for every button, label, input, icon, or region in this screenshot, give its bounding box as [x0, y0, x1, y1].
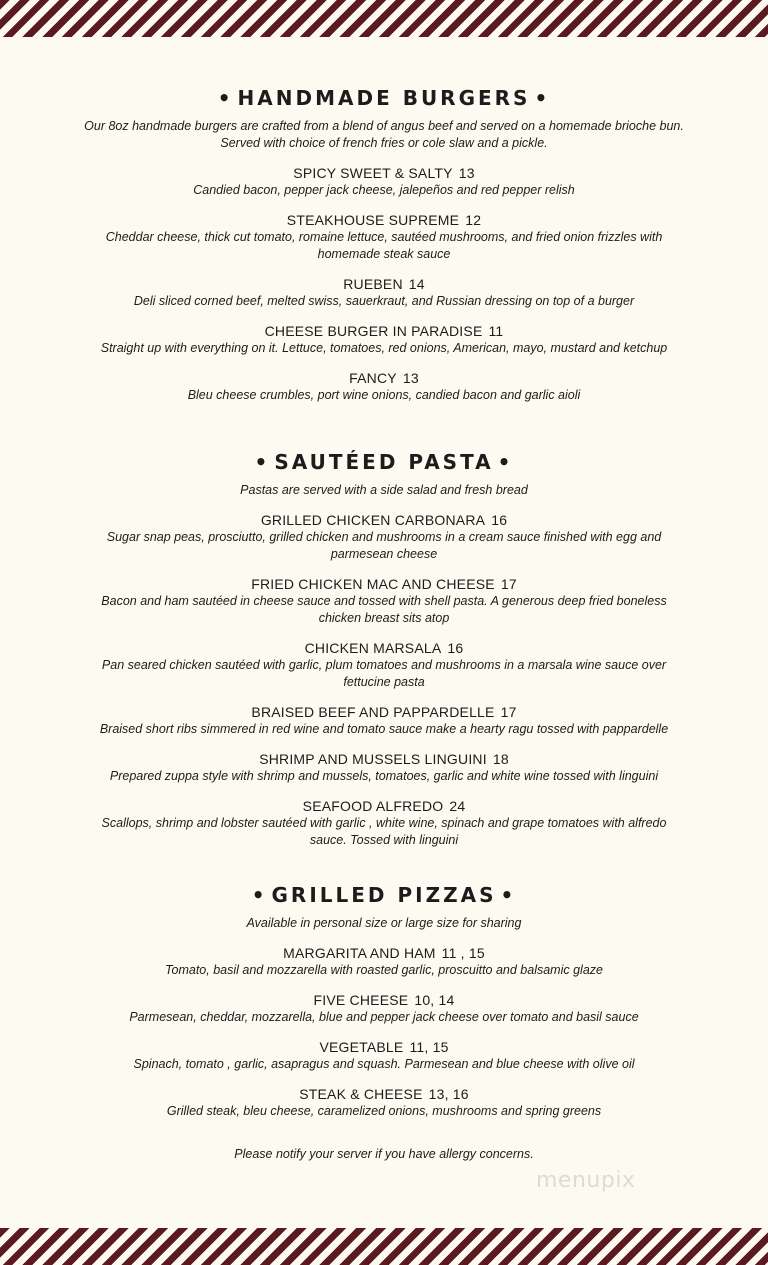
item-price: 18	[492, 751, 509, 767]
item-name: BRAISED BEEF AND PAPPARDELLE	[251, 704, 495, 720]
section-title: • GRILLED PIZZAS •	[251, 883, 517, 907]
item-description: Bleu cheese crumbles, port wine onions, candied bacon and garlic aioli	[187, 388, 581, 402]
item-description: Sugar snap peas, prosciutto, grilled chicken and mushrooms in a cream sauce finished with egg and parmesean cheese	[106, 530, 662, 561]
item-name: FIVE CHEESE	[313, 992, 409, 1008]
menu-item	[0, 211, 768, 263]
item-name: STEAK & CHEESE	[299, 1086, 423, 1102]
menu-item	[0, 369, 768, 404]
item-price: 16	[447, 640, 464, 656]
menu-item	[0, 1038, 768, 1073]
menu-item	[0, 991, 768, 1026]
item-price: 16	[491, 512, 508, 528]
item-description: Parmesean, cheddar, mozzarella, blue and pepper jack cheese over tomato and basil sauce	[129, 1010, 639, 1024]
item-price: 10, 14	[414, 992, 455, 1008]
menu-item	[0, 511, 768, 563]
section-title: • SAUTÉED PASTA •	[254, 450, 514, 474]
section-pizzas	[0, 881, 768, 1120]
menu-item	[0, 639, 768, 691]
menu-item	[0, 1085, 768, 1120]
menu-item	[0, 322, 768, 357]
item-name: CHICKEN MARSALA	[304, 640, 442, 656]
bottom-stripe-border	[0, 1228, 768, 1265]
item-price: 13	[458, 165, 475, 181]
item-price: 13	[402, 370, 419, 386]
watermark-logo: menupix	[536, 1168, 636, 1193]
item-price: 11	[488, 323, 504, 339]
item-price: 11 , 15	[441, 945, 485, 961]
item-description: Tomato, basil and mozzarella with roasted garlic, proscuitto and balsamic glaze	[165, 963, 603, 977]
item-description: Spinach, tomato , garlic, asapragus and squash. Parmesean and blue cheese with olive oil	[133, 1057, 635, 1071]
section-title: • HANDMADE BURGERS •	[217, 86, 551, 110]
item-price: 13, 16	[428, 1086, 469, 1102]
item-description: Prepared zuppa style with shrimp and mussels, tomatoes, garlic and white wine tossed with linguini	[109, 769, 659, 783]
item-description: Cheddar cheese, thick cut tomato, romaine lettuce, sautéed mushrooms, and fried onion frizzles with homemade steak sauce	[105, 230, 663, 261]
menu-item	[0, 164, 768, 199]
item-name: GRILLED CHICKEN CARBONARA	[260, 512, 486, 528]
item-name: VEGETABLE	[319, 1039, 404, 1055]
item-name: FANCY	[349, 370, 397, 386]
section-intro: Pastas are served with a side salad and fresh bread	[240, 483, 528, 497]
item-name: STEAKHOUSE SUPREME	[286, 212, 460, 228]
item-name: SPICY SWEET & SALTY	[293, 165, 453, 181]
menu-item	[0, 575, 768, 627]
item-name: SHRIMP AND MUSSELS LINGUINI	[259, 751, 487, 767]
item-price: 11, 15	[409, 1039, 449, 1055]
item-name: SEAFOOD ALFREDO	[302, 798, 444, 814]
top-stripe-border	[0, 0, 768, 37]
item-price: 24	[449, 798, 466, 814]
item-name: MARGARITA AND HAM	[283, 945, 436, 961]
item-price: 12	[465, 212, 482, 228]
item-name: CHEESE BURGER IN PARADISE	[264, 323, 483, 339]
section-pasta	[0, 448, 768, 849]
item-description: Candied bacon, pepper jack cheese, jalepeños and red pepper relish	[193, 183, 575, 197]
menu-item	[0, 944, 768, 979]
item-description: Grilled steak, bleu cheese, caramelized onions, mushrooms and spring greens	[166, 1104, 602, 1118]
item-description: Pan seared chicken sautéed with garlic, plum tomatoes and mushrooms in a marsala wine sauce over fettucine pasta	[101, 658, 667, 689]
menu-item	[0, 275, 768, 310]
item-name: RUEBEN	[343, 276, 403, 292]
section-intro: Our 8oz handmade burgers are crafted from a blend of angus beef and served on a homemade brioche bun. Served with choice of french fries or cole slaw and a pickle.	[84, 119, 684, 150]
item-price: 17	[500, 704, 517, 720]
menu-item	[0, 750, 768, 785]
menu-item	[0, 797, 768, 849]
item-price: 14	[408, 276, 425, 292]
allergy-note: Please notify your server if you have allergy concerns.	[234, 1147, 534, 1161]
item-name: FRIED CHICKEN MAC AND CHEESE	[251, 576, 495, 592]
item-description: Deli sliced corned beef, melted swiss, sauerkraut, and Russian dressing on top of a burger	[133, 294, 635, 308]
item-description: Straight up with everything on it. Lettuce, tomatoes, red onions, American, mayo, mustard and ketchup	[100, 341, 668, 355]
item-description: Braised short ribs simmered in red wine and tomato sauce make a hearty ragu tossed with pappardelle	[99, 722, 669, 736]
section-burgers	[0, 84, 768, 404]
section-intro: Available in personal size or large size for sharing	[246, 916, 522, 930]
item-description: Bacon and ham sautéed in cheese sauce and tossed with shell pasta. A generous deep fried boneless chicken breast sits atop	[101, 594, 667, 625]
item-description: Scallops, shrimp and lobster sautéed with garlic , white wine, spinach and grape tomatoes with alfredo sauce. Tossed with linguini	[101, 816, 667, 847]
item-price: 17	[500, 576, 517, 592]
menu-item	[0, 703, 768, 738]
